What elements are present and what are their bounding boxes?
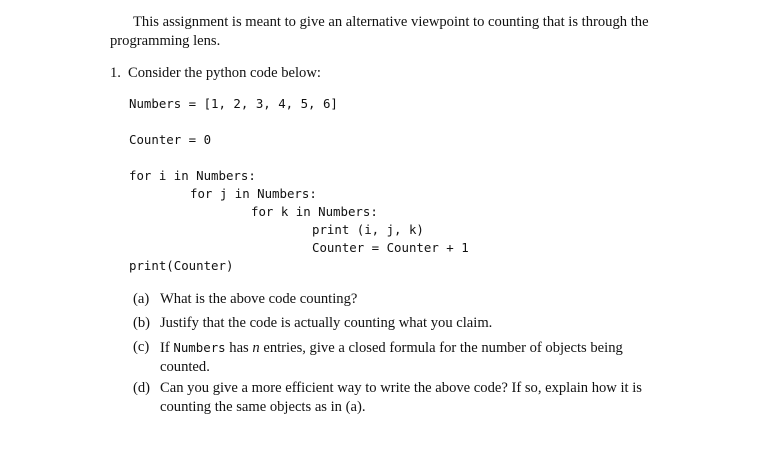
code-line-for-k: for k in Numbers: (251, 204, 378, 219)
code-line-print-ijk: print (i, j, k) (312, 222, 424, 237)
question-number: 1. (110, 65, 121, 81)
part-c-variable: n (252, 340, 260, 356)
part-c-text (160, 338, 673, 377)
part-a (133, 290, 673, 309)
code-line-counter-init: Counter = 0 (129, 132, 212, 147)
part-a-label: (a) (133, 291, 150, 307)
question-prompt: Consider the python code below: (128, 65, 321, 81)
intro-paragraph: This assignment is meant to give an alternative viewpoint to counting that is through the programming lens. (110, 14, 649, 49)
part-d-text: Can you give a more efficient way to write the above code? If so, explain how it is counting the same objects as in (a). (160, 380, 642, 415)
part-c-mid: has (229, 340, 249, 356)
part-c (133, 338, 673, 377)
part-c-prefix: If (160, 340, 170, 356)
part-b-label: (b) (133, 315, 151, 331)
part-d (133, 379, 673, 417)
question-1-heading (110, 65, 321, 82)
part-c-label: (c) (133, 339, 150, 355)
code-line-counter-increment: Counter = Counter + 1 (312, 240, 469, 255)
code-line-for-j: for j in Numbers: (190, 186, 317, 201)
code-line-numbers: Numbers = [1, 2, 3, 4, 5, 6] (129, 96, 338, 111)
code-line-print-counter: print(Counter) (129, 258, 234, 273)
part-c-code: Numbers (173, 340, 226, 355)
part-a-text: What is the above code counting? (160, 291, 358, 307)
part-c-suffix: entries, give a closed formula for the number of objects being counted. (160, 340, 623, 375)
part-b (133, 314, 673, 333)
code-line-for-i: for i in Numbers: (129, 168, 256, 183)
part-b-text: Justify that the code is actually counting what you claim. (160, 315, 493, 331)
part-d-label: (d) (133, 380, 151, 396)
